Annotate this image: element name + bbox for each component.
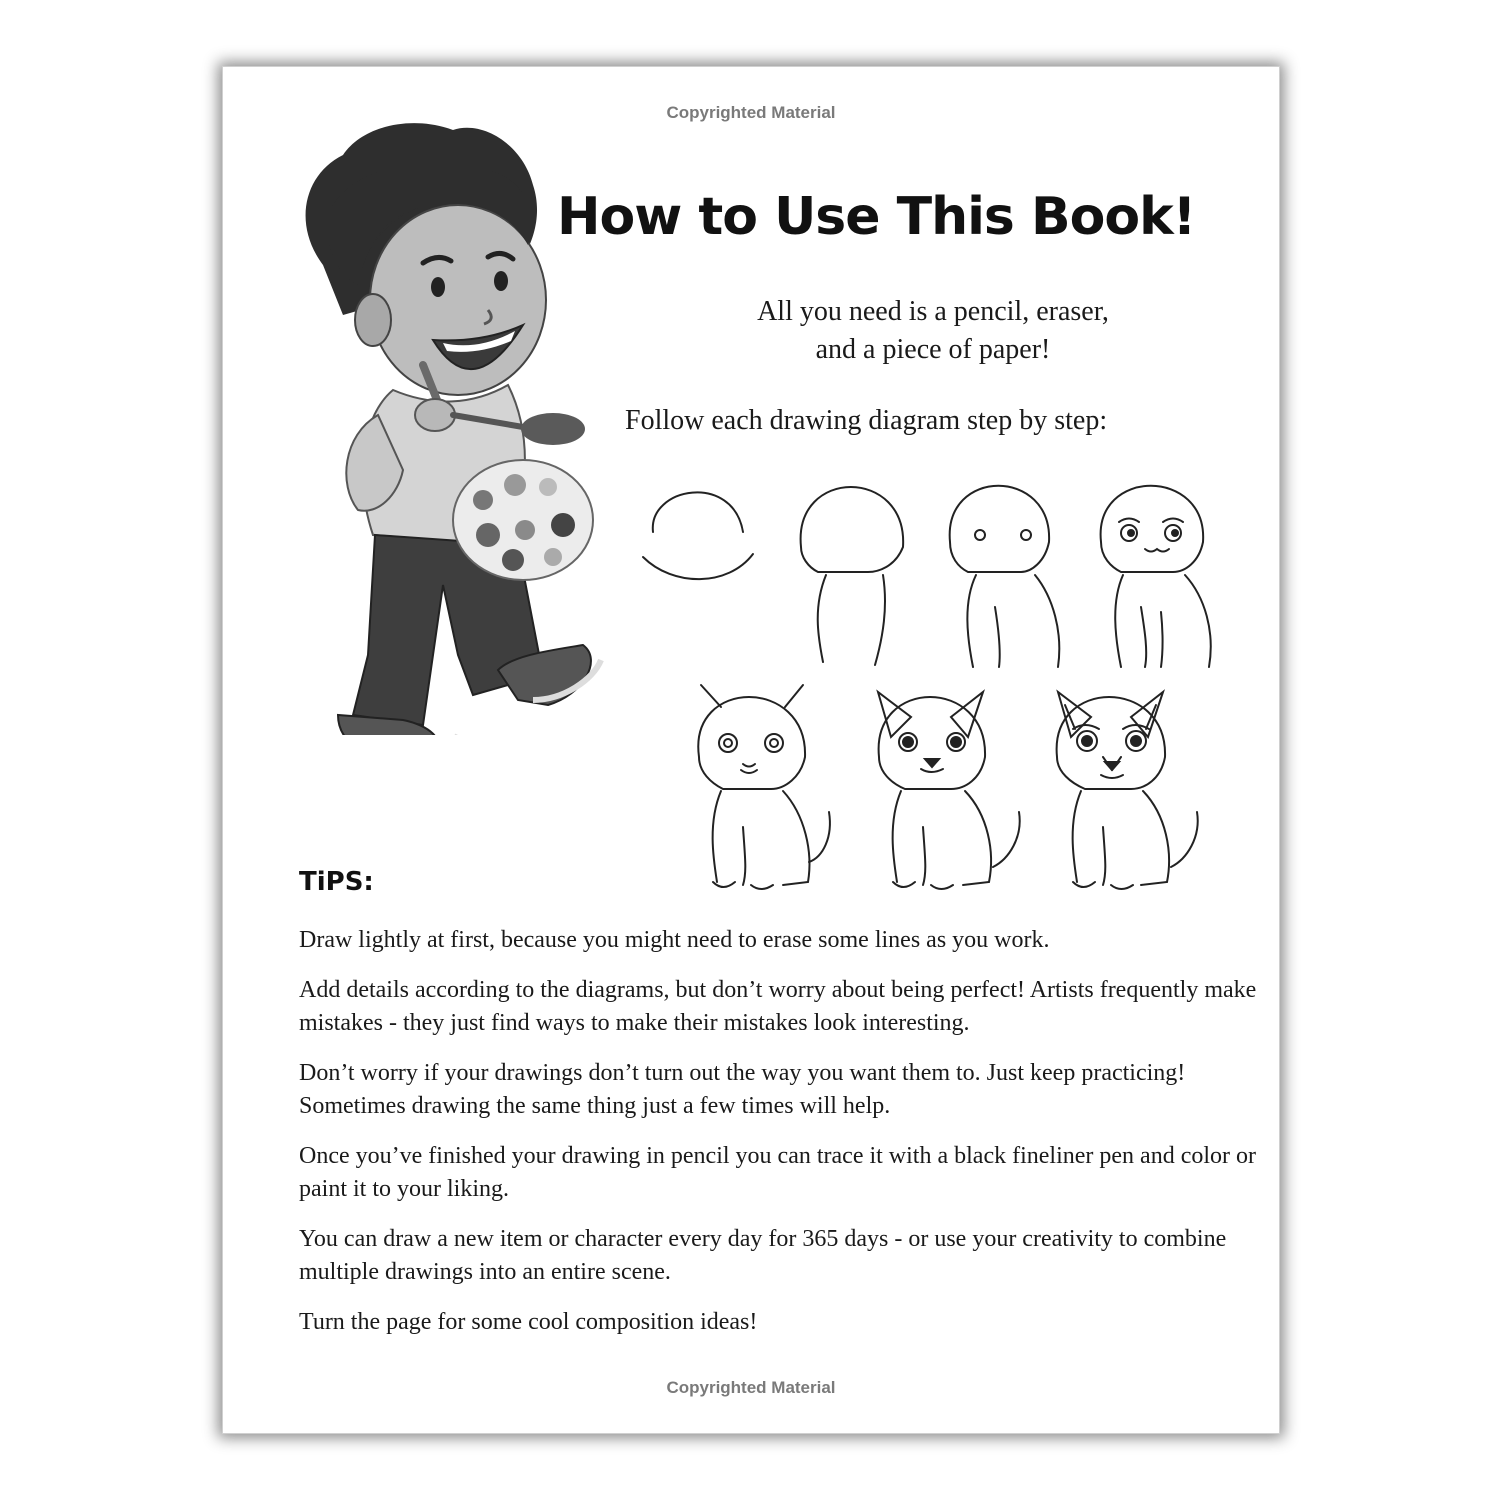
copyright-top: Copyrighted Material xyxy=(666,103,836,122)
step-1-cat-diagram xyxy=(643,492,753,579)
tip-item: Don’t worry if your drawings don’t turn out the way you want them to. Just keep practicing! Sometimes drawing the same thing just a few times will help. xyxy=(299,1060,1186,1119)
step-2-cat-diagram xyxy=(801,487,904,665)
book-page xyxy=(222,66,1280,1434)
tip-item: Turn the page for some cool composition ideas! xyxy=(299,1309,758,1335)
step-5-cat-diagram xyxy=(698,685,830,889)
step-7-cat-diagram xyxy=(1057,692,1198,889)
intro-line-2: and a piece of paper! xyxy=(815,334,1051,365)
step-3-cat-diagram xyxy=(950,486,1060,667)
tips-list xyxy=(299,924,1259,1356)
page-title: How to Use This Book! xyxy=(557,187,1196,247)
intro-line-1: All you need is a pencil, eraser, xyxy=(757,296,1109,327)
tips-heading: TiPS: xyxy=(299,867,374,897)
tip-item: Once you’ve finished your drawing in pencil you can trace it with a black fineliner pen and color or paint it to your liking. xyxy=(299,1143,1256,1202)
tip-item: You can draw a new item or character every day for 365 days - or use your creativity to combine multiple drawings into an entire scene. xyxy=(299,1226,1227,1285)
follow-instruction: Follow each drawing diagram step by step: xyxy=(625,405,1108,436)
step-4-cat-diagram xyxy=(1101,486,1211,667)
tip-item: Draw lightly at first, because you might need to erase some lines as you work. xyxy=(299,927,1050,953)
step-6-cat-diagram xyxy=(878,692,1020,889)
tip-item: Add details according to the diagrams, but don’t worry about being perfect! Artists frequently make mistakes - they just find ways to make their mistakes look interesting. xyxy=(299,977,1257,1036)
copyright-bottom: Copyrighted Material xyxy=(666,1378,836,1397)
cat-drawing-steps xyxy=(223,67,1279,907)
